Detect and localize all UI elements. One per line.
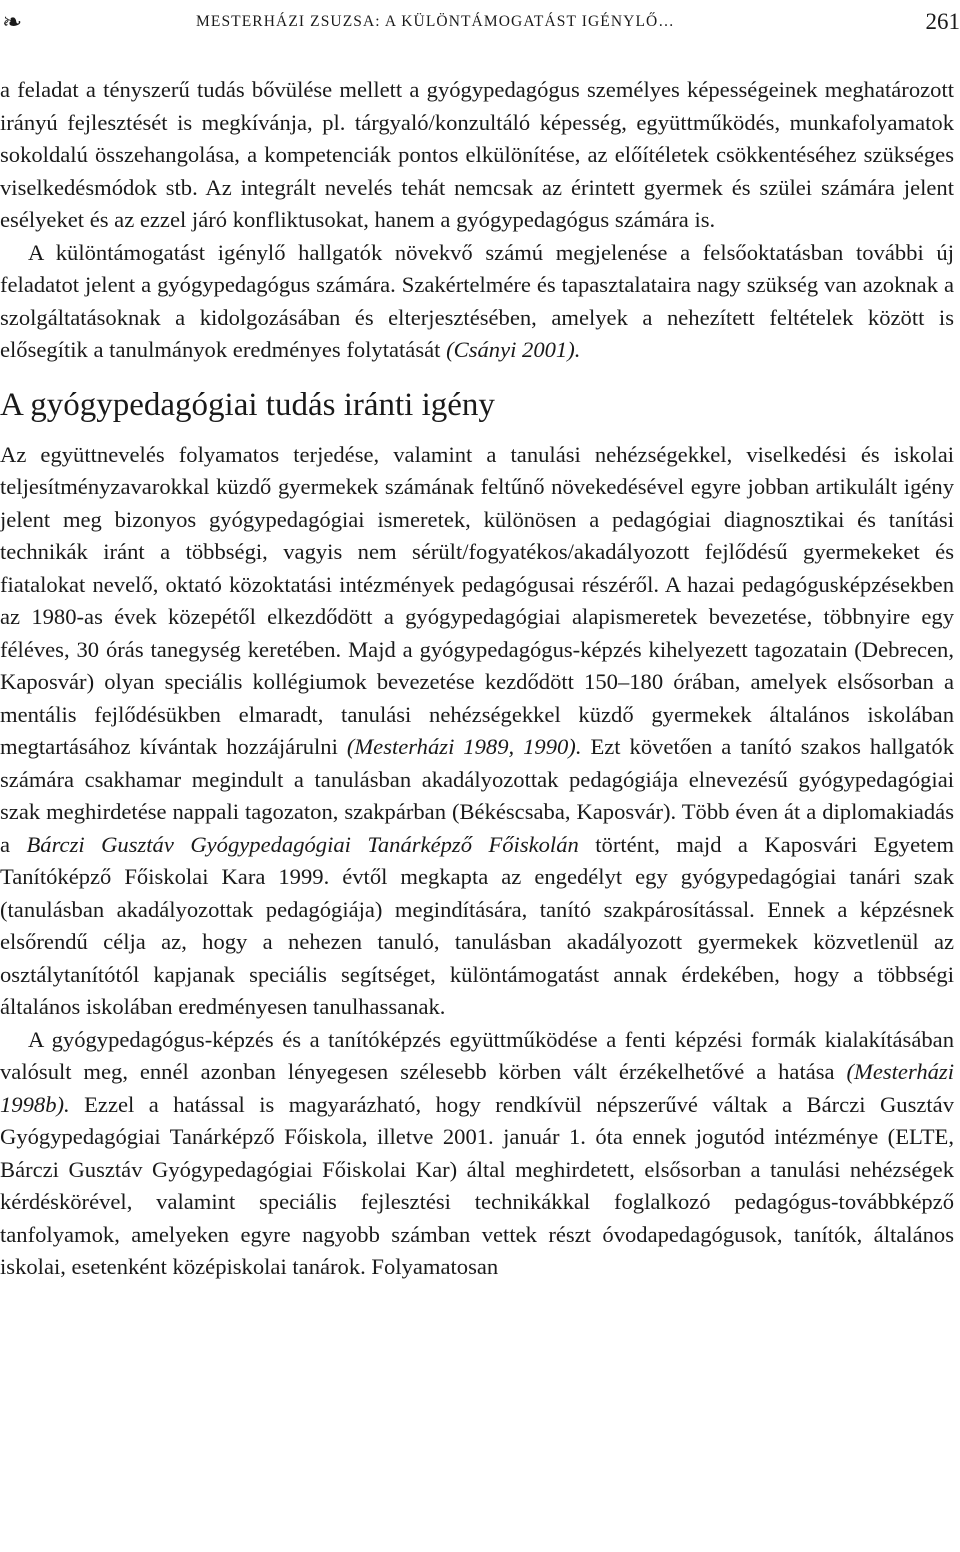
paragraph-group-section [0,439,954,1284]
text-run: a feladat a tényszerű tudás bővülése mellett a gyógypedagógus személyes képességeinek meghatározott irányú fejlesztését is megkívánja, pl. tárgyaló/konzultáló képesség, együttműködés, munkafolyamatok sokoldalú összehangolása, a kompetenciák pontos elkülönítése, az előítéletek csökkentéséhez szükséges viselkedésmódok stb. Az integrált nevelés tehát nemcsak az érintett gyermek és szülei számára jelent esélyeket és az ezzel járó konfliktusokat, hanem a gyógypedagógus számára is. [0,77,954,232]
page-number: 261 [925,9,960,34]
italic-text-run: Bárczi Gusztáv Gyógypedagógiai Tanárképző Főiskolán [26,831,579,857]
running-header [0,4,960,40]
text-run: történt, majd a Kaposvári Egyetem Tanítóképző Főiskolai Kara 1999. évtől megkapta az engedélyt egy gyógypedagógiai tanári szak (tanulásban akadályozottak pedagógiája) megindítására, tanító szakpárosítással. Ennek a képzésnek elsőrendű célja az, hogy a nehezen tanuló, tanulásban akadályozott gyermekek közvetlenül az osztálytanítótól kapjanak speciális segítséget, különtámogatást annak érdekében, hogy a többségi általános iskolában eredményesen tanulhassanak. [0,831,955,1019]
italic-text-run: (Mesterházi 1998b). [0,1059,954,1117]
body-text [0,74,954,1284]
fleuron-icon: ❧ [2,8,23,36]
text-run: Ezt követően a tanító szakos hallgatók számára csakhamar megindult a tanulásban akadályozottak pedagógiája elnevezésű gyógypedagógiai szak meghirdetése nappali tagozaton, szakpárban (Békéscsaba, Kaposvár). Több éven át a diplomakiadás a [0,734,954,857]
italic-text-run: (Csányi 2001). [446,337,581,362]
paragraph [0,439,954,1024]
italic-text-run: (Mesterházi 1989, 1990). [346,734,582,759]
paragraph [0,237,954,367]
paragraph [0,1024,954,1284]
section-heading: A gyógypedagógiai tudás iránti igény [0,386,495,423]
text-run: A gyógypedagógus-képzés és a tanítóképzés együttműködése a fenti képzési formák kialakításában valósult meg, ennél azonban lényegesen szélesebb körben vált érzékelhetővé a hatása [0,1026,954,1084]
running-head-title: MESTERHÁZI ZSUZSA: A KÜLÖNTÁMOGATÁST IGÉNYLŐ… [196,13,675,30]
paragraph [0,74,954,237]
text-run: A különtámogatást igénylő hallgatók növekvő számú megjelenése a felsőoktatásban további új feladatot jelent a gyógypedagógus számára. Szakértelmére és tapasztalataira nagy szükség van azoknak a szolgáltatásoknak a kidolgozásában és elterjesztésében, amelyek a nehezített feltételek között is elősegítik a tanulmányok eredményes folytatását [0,239,954,362]
paragraph-group-intro [0,74,954,367]
text-run: Ezzel a hatással is magyarázható, hogy rendkívül népszerűvé váltak a Bárczi Gusztáv Gyógypedagógiai Tanárképző Főiskola, illetve 2001. január 1. óta ennek jogutód intézménye (ELTE, Bárczi Gusztáv Gyógypedagógiai Főiskolai Kar) által meghirdetett, elsősorban a tanulási nehézségek kérdéskörével, valamint speciális fejlesztési technikákkal foglalkozó pedagógus-továbbképző tanfolyamok, amelyeken egyre nagyobb számban vettek részt óvodapedagógusok, tanítók, általános iskolai, esetenként középiskolai tanárok. Folyamatosan [0,1091,954,1279]
text-run: Az együttnevelés folyamatos terjedése, valamint a tanulási nehézségekkel, viselkedési és iskolai teljesítményzavarokkal küzdő gyermekek számának feltűnő növekedésével egyre jobban artikulált igény jelent meg bizonyos gyógypedagógiai ismeretek, különösen a pedagógiai diagnosztikai és tanítási technikák iránt a többségi, vagyis nem sérült/fogyatékos/akadályozott fejlődésű gyermekeket és fiatalokat nevelő, oktató közoktatási intézmények pedagógusai részéről. A hazai pedagógusképzésekben az 1980-as évek közepétől elkezdődött a gyógypedagógiai alapismeretek bevezetése, többnyire egy féléves, 30 órás tanegység keretében. Majd a gyógypedagógus-képzés kihelyezett tagozatain (Debrecen, Kaposvár) olyan speciális kollégiumok bevezetése kezdődött 150–180 órában, amelyek elsősorban a mentális fejlődésükben elmaradt, tanulási nehézségekkel küzdő gyermekek általános iskolában megtartásához kívántak hozzájárulni [0,441,954,759]
